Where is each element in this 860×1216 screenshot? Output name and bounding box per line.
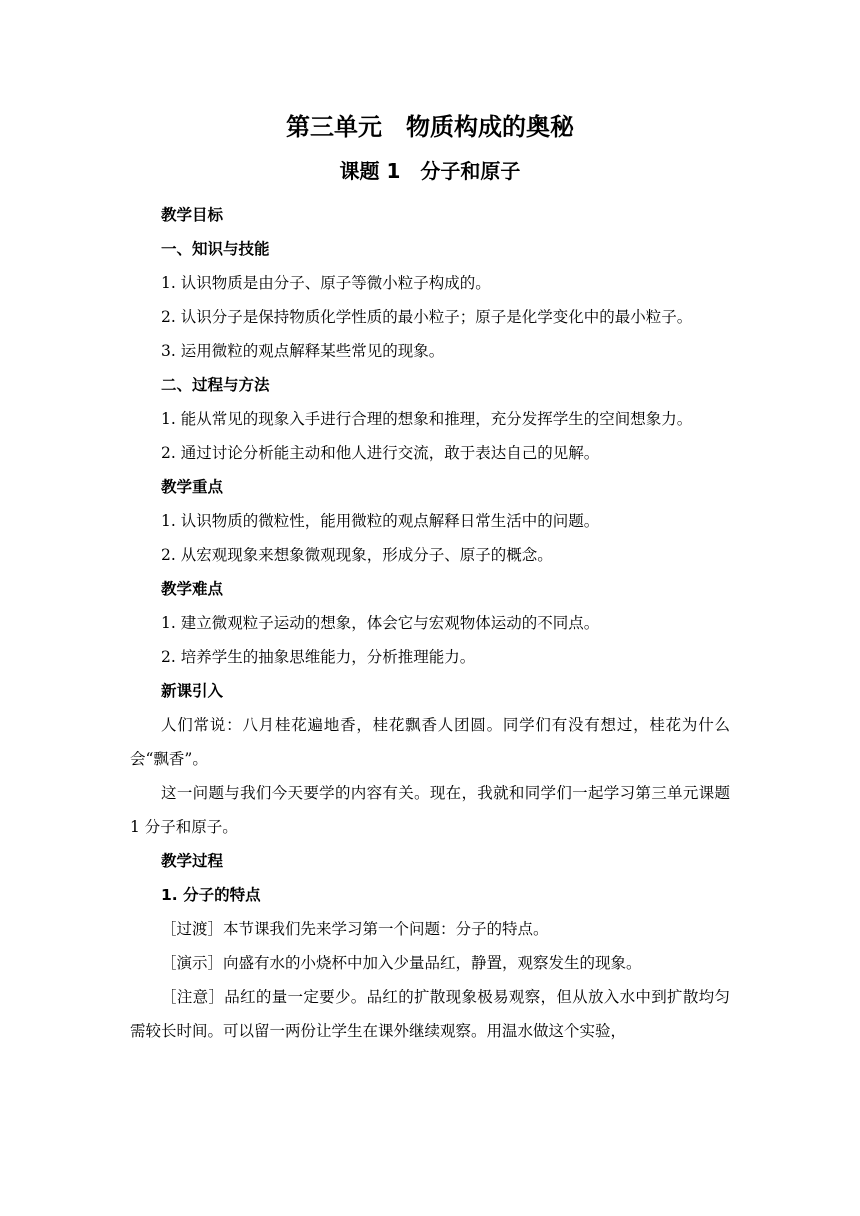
paragraph: 2. 培养学生的抽象思维能力，分析推理能力。: [161, 648, 476, 666]
paragraph: ［过渡］本节课我们先来学习第一个问题：分子的特点。: [161, 920, 549, 938]
lesson-title: 课题 1 分子和原子: [339, 159, 521, 183]
section-heading: 教学难点: [161, 580, 224, 598]
paragraph: 1. 能从常见的现象入手进行合理的想象和推理，充分发挥学生的空间想象力。: [161, 410, 693, 428]
paragraph: 1. 认识物质的微粒性，能用微粒的观点解释日常生活中的问题。: [161, 512, 600, 530]
paragraph: 1. 认识物质是由分子、原子等微小粒子构成的。: [161, 274, 491, 292]
section-heading: 教学过程: [161, 852, 224, 870]
section-heading: 教学目标: [161, 206, 224, 224]
paragraph: 3. 运用微粒的观点解释某些常见的现象。: [161, 342, 445, 360]
section-heading: 1. 分子的特点: [161, 886, 261, 904]
section-heading: 一、知识与技能: [161, 240, 270, 258]
unit-title: 第三单元 物质构成的奥秘: [286, 113, 574, 141]
paragraph: 这一问题与我们今天要学的内容有关。现在，我就和同学们一起学习第三单元课题 1 分子和原子。: [130, 784, 730, 836]
paragraph: 人们常说：八月桂花遍地香，桂花飘香人团圆。同学们有没有想过，桂花为什么会“飘香”。: [130, 716, 730, 768]
paragraph: 2. 通过讨论分析能主动和他人进行交流，敢于表达自己的见解。: [161, 444, 600, 462]
section-heading: 新课引入: [161, 682, 224, 700]
document-body: [130, 198, 730, 1048]
section-heading: 二、过程与方法: [161, 376, 270, 394]
paragraph: ［注意］品红的量一定要少。品红的扩散现象极易观察，但从放入水中到扩散均匀需较长时间。可以留一两份让学生在课外继续观察。用温水做这个实验，: [130, 988, 730, 1040]
paragraph: 2. 从宏观现象来想象微观现象，形成分子、原子的概念。: [161, 546, 553, 564]
paragraph: 1. 建立微观粒子运动的想象，体会它与宏观物体运动的不同点。: [161, 614, 600, 632]
paragraph: ［演示］向盛有水的小烧杯中加入少量品红，静置，观察发生的现象。: [161, 954, 642, 972]
paragraph: 2. 认识分子是保持物质化学性质的最小粒子；原子是化学变化中的最小粒子。: [161, 308, 693, 326]
section-heading: 教学重点: [161, 478, 224, 496]
